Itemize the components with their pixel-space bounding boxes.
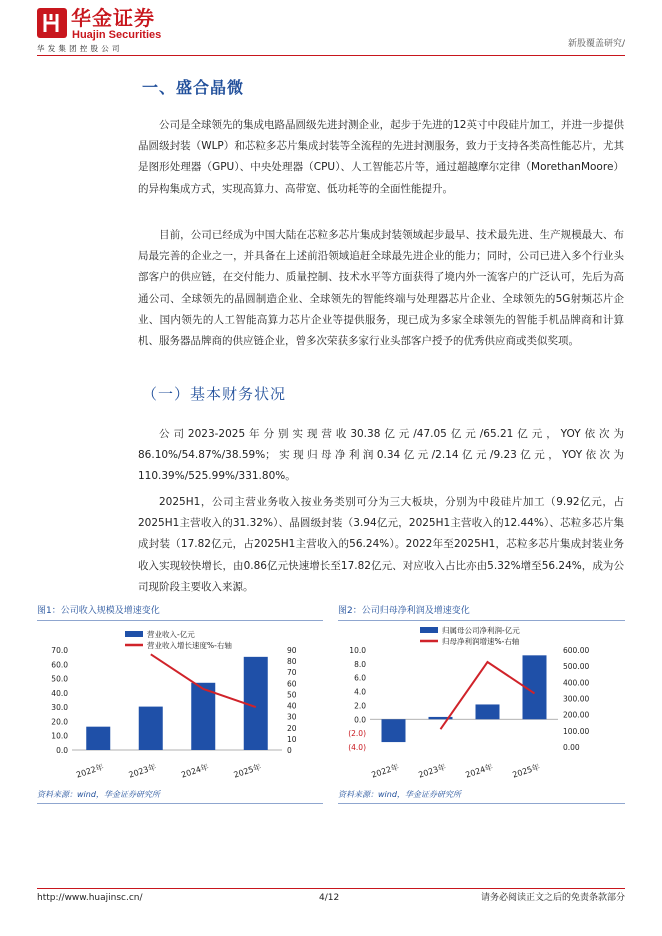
- chart2-y-left-tick: 2.0: [354, 701, 366, 711]
- chart1-y-left-tick: 20.0: [51, 717, 68, 727]
- chart1-legend-line-label: 营业收入增长速度%-右轴: [147, 641, 232, 650]
- section-title: 一、盛合晶微: [142, 78, 245, 97]
- figure-2-source-rule: [338, 803, 625, 804]
- chart2-y-left-tick: (4.0): [348, 743, 366, 752]
- chart2-x-tick: 2024年: [464, 762, 495, 780]
- net-profit-chart: [338, 621, 625, 786]
- chart2-y-right-tick: 600.00: [563, 646, 590, 655]
- chart2-y-left-tick: 8.0: [354, 659, 366, 669]
- group-name: 华发集团控股公司: [37, 44, 123, 53]
- chart2-y-right-tick: 0.00: [563, 743, 580, 752]
- subsection-title: （一）基本财务状况: [142, 385, 287, 403]
- chart2-y-left-tick: (2.0): [348, 729, 366, 739]
- chart1-y-left-tick: 60.0: [51, 660, 68, 670]
- chart1-y-right-tick: 40: [287, 701, 297, 711]
- chart1-y-left-tick: 40.0: [51, 688, 68, 698]
- footer-disclaimer: 请务必阅读正文之后的免责条款部分: [480, 893, 625, 903]
- brand-name-en: Huajin Securities: [72, 29, 162, 41]
- chart2-x-tick: 2025年: [511, 762, 542, 780]
- chart1-bar: [139, 707, 163, 750]
- report-type: 新股覆盖研究/: [567, 39, 625, 49]
- chart1-y-right-tick: 70: [287, 668, 297, 678]
- chart2-y-left-tick: 4.0: [354, 687, 366, 697]
- paragraph-market-position: 目前，公司已经成为中国大陆在芯粒多芯片集成封装领域起步最早、技术最先进、生产规模最大、布局最完善的企业之一，并具备在上述前沿领域追赶全球最先进企业的能力；同时，公司已进入多个行业头部客户的供应链，在交付能力、质量控制、技术水平等方面获得了境内外一流客户的广泛认可，先后为高通公司、全球领先的晶圆制造企业、全球领先的智能终端与处理器芯片企业、全球领先的5G射频芯片企业、国内领先的人工智能高算力芯片企业等提供服务，现已成为多家全球领先的智能手机品牌商和计算机、服务器品牌商的供应链企业，曾多次荣获多家行业头部客户授予的优秀供应商或类似奖项。: [138, 229, 624, 348]
- chart2-y-right-tick: 300.00: [563, 694, 590, 704]
- paragraph-revenue-breakdown: 2025H1，公司主营业务收入按业务类别可分为三大板块，分别为中段硅片加工（9.92亿元，占2025H1主营收入的31.32%）、晶圆级封装（3.94亿元，2025H1主营收入的12.44%）、芯粒多芯片集成封装（17.82亿元，占2025H1主营收入的56.24%）。2022年至2025H1，芯粒多芯片集成封装业务收入实现较快增长，由0.86亿元快速增长至17.82亿元、对应收入占比亦由5.32%增至56.24%，成为公司现阶段主要收入来源。: [138, 496, 624, 593]
- paragraph-company-intro: 公司是全球领先的集成电路晶圆级先进封测企业，起步于先进的12英寸中段硅片加工，并进一步提供晶圆级封装（WLP）和芯粒多芯片集成封装等全流程的先进封测服务，致力于支持各类高性能芯片，尤其是图形处理器（GPU）、中央处理器（CPU）、人工智能芯片等，通过超越摩尔定律（MorethanMoore）的异构集成方式，实现高算力、高带宽、低功耗等的全面性能提升。: [138, 119, 624, 195]
- chart1-y-right-tick: 0: [287, 746, 292, 755]
- chart1-y-left-tick: 50.0: [51, 674, 68, 684]
- chart1-y-right-tick: 20: [287, 723, 297, 733]
- chart2-y-right-tick: 400.00: [563, 678, 590, 688]
- chart2-y-left-tick: 0.0: [354, 715, 366, 725]
- footer-divider: [37, 888, 625, 889]
- chart2-y-right-tick: 100.00: [563, 726, 590, 736]
- chart1-y-right-tick: 90: [287, 646, 297, 655]
- chart2-bar: [476, 704, 500, 719]
- chart1-y-left-tick: 10.0: [51, 731, 68, 741]
- brand-name-cn: 华金证券: [71, 6, 155, 30]
- figure-1-title: 图1：公司收入规模及增速变化: [37, 606, 160, 616]
- chart1-y-right-tick: 60: [287, 679, 297, 689]
- figure-1-source-rule: [37, 803, 323, 804]
- chart1-x-tick: 2022年: [75, 762, 105, 780]
- header-divider: [37, 55, 625, 56]
- paragraph-financial-summary: 公司2023-2025年分别实现营收30.38亿元/47.05亿元/65.21亿元，YOY依次为86.10%/54.87%/38.59%；实现归母净利润0.34亿元/2.14亿元/9.23亿元，YOY依次为110.39%/525.99%/331.80%。: [138, 428, 624, 483]
- chart1-y-left-tick: 0.0: [56, 746, 68, 755]
- chart2-legend-line-label: 归母净利润增速%-右轴: [442, 637, 520, 646]
- chart2-x-tick: 2022年: [370, 762, 401, 780]
- figure-2-title: 图2：公司归母净利润及增速变化: [338, 606, 470, 616]
- chart1-y-right-tick: 30: [287, 712, 297, 722]
- chart2-bar: [382, 719, 406, 742]
- chart2-x-tick: 2023年: [417, 762, 448, 780]
- chart1-x-tick: 2024年: [180, 762, 210, 780]
- chart2-y-right-tick: 200.00: [563, 710, 590, 720]
- revenue-chart: [37, 621, 323, 786]
- chart1-y-right-tick: 10: [287, 734, 297, 744]
- chart1-y-right-tick: 80: [287, 657, 297, 667]
- chart2-y-left-tick: 10.0: [349, 646, 366, 655]
- chart2-legend-bar-label: 归属母公司净利润-亿元: [442, 626, 520, 635]
- figure-1-source: 资料来源：wind，华金证券研究所: [37, 790, 160, 799]
- company-logo: [37, 8, 67, 38]
- chart2-y-left-tick: 6.0: [354, 673, 366, 683]
- chart1-legend-bar-swatch: [125, 631, 143, 637]
- chart2-y-right-tick: 500.00: [563, 662, 590, 672]
- chart1-y-left-tick: 30.0: [51, 703, 68, 713]
- chart1-legend-bar-label: 营业收入-亿元: [147, 630, 195, 639]
- chart1-x-tick: 2023年: [127, 762, 158, 780]
- figure-2-source: 资料来源：wind，华金证券研究所: [338, 790, 461, 799]
- chart2-legend-bar-swatch: [420, 627, 438, 633]
- chart1-y-left-tick: 70.0: [51, 646, 68, 655]
- footer-url[interactable]: http://www.huajinsc.cn/: [37, 893, 143, 903]
- chart1-bar: [86, 727, 110, 750]
- chart1-y-right-tick: 50: [287, 690, 297, 700]
- chart1-x-tick: 2025年: [232, 762, 263, 780]
- page-number: 4/12: [319, 893, 340, 903]
